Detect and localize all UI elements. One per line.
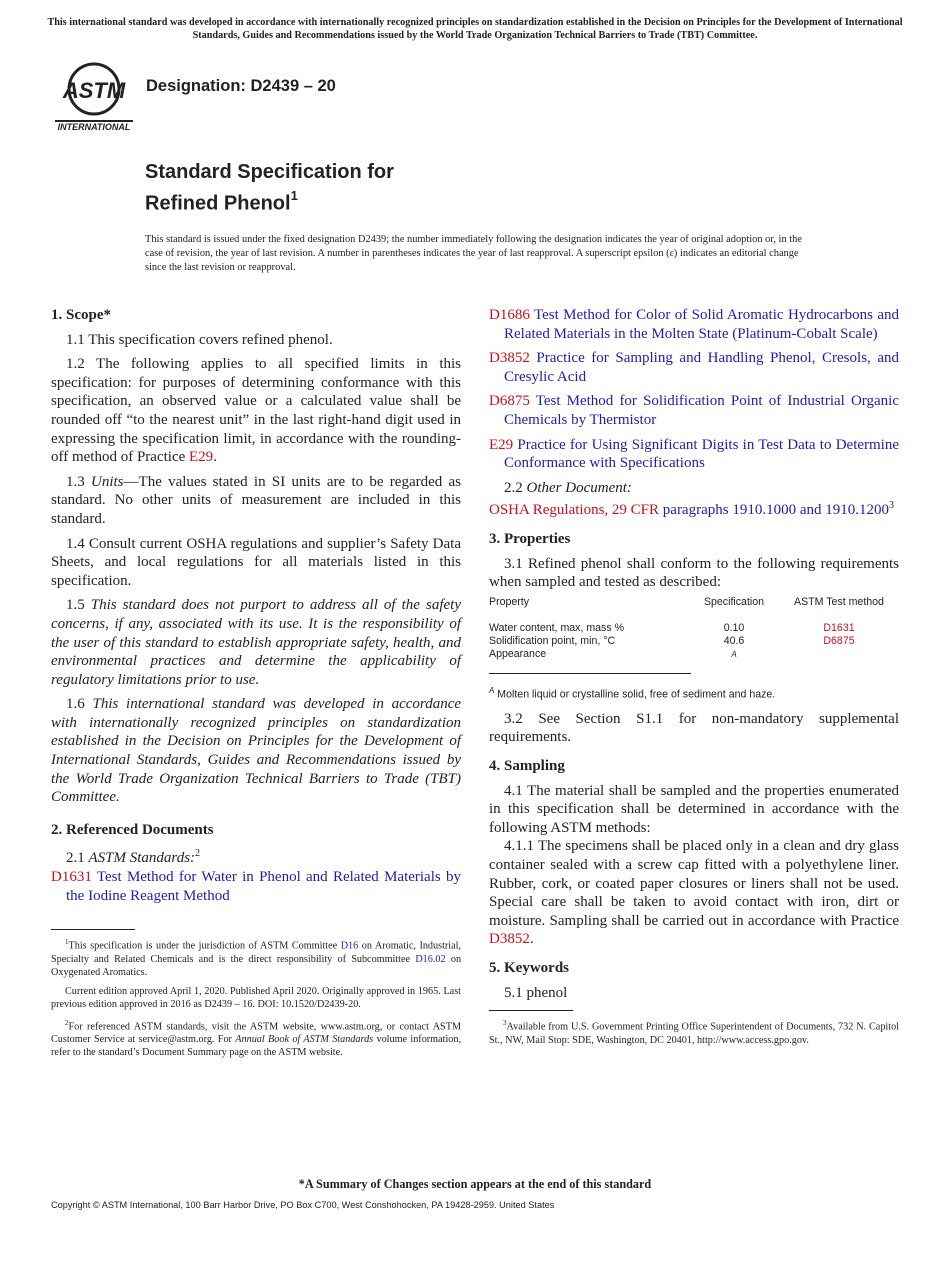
- para-3-1: 3.1 Refined phenol shall conform to the following requirements when sampled and tested as described:: [489, 555, 899, 591]
- logo-letters: ASTM: [62, 78, 126, 103]
- footnote-divider: [489, 1010, 573, 1011]
- footnote-3: $^3$Available from U.S. Government Printing Office Superintendent of Documents, 732 N. Capitol St., NW, Mail Stop: SDE, Washington, DC 20401, http://www.access.gpo.gov.: [489, 1019, 899, 1046]
- table-cell: Water content, max, mass %: [489, 621, 625, 634]
- issued-note: This standard is issued under the fixed designation D2439; the number immediately following the designation indicates the year of original adoption or, in the case of revision, the year of last revision. A number in parentheses indicates the year of last reapproval. A superscript epsilon (ε) indicates an editorial change since the last revision or reapproval.: [145, 234, 802, 273]
- logo-subtitle: INTERNATIONAL: [57, 122, 131, 132]
- ref-item[interactable]: D3852 Practice for Sampling and Handling Phenol, Cresols, and Cresylic Acid: [489, 350, 900, 385]
- para-1-3: 1.3 Units—The values stated in SI units are to be regarded as standard. No other units of measurement are included in this standard.: [51, 473, 462, 527]
- para-3-2: 3.2 See Section S1.1 for non-mandatory supplemental requirements.: [489, 710, 899, 746]
- table-row: [489, 622, 899, 635]
- designation: Designation: D2439 – 20: [146, 77, 336, 95]
- ref-item[interactable]: D1631 Test Method for Water in Phenol and Related Materials by the Iodine Reagent Method: [51, 869, 462, 904]
- table-header: Specification: [703, 595, 765, 608]
- table-cell-link[interactable]: D6875: [823, 634, 855, 647]
- para-4-1-1: 4.1.1 The specimens shall be placed only in a clean and dry glass container sealed with a screw cap fitted with a polyethylene liner. Rubber, cork, or coated paper closures or liners shall not be used. Special care shall be taken to avoid contact with iron, dirt or moisture. Sampling shall be carried out in accordance with Practice D3852.: [489, 838, 899, 948]
- summary-of-changes-note: *A Summary of Changes section appears at the end of this standard: [298, 1177, 652, 1191]
- left-column: [51, 306, 461, 1065]
- table-cell: A: [731, 649, 737, 659]
- astm-logo: [53, 58, 135, 133]
- table-row: [489, 635, 899, 648]
- table-cell: [779, 648, 899, 661]
- footnote-1: $^1$This specification is under the jurisdiction of ASTM Committee D16 on Aromatic, Industrial, Specialty and Related Chemicals and is the direct responsibility of Subcommittee D16.02 on Oxygenated Aromatics.: [51, 938, 462, 978]
- title-line-2: Refined Phenol$^1$: [145, 188, 298, 215]
- footnote-2: $^2$For referenced ASTM standards, visit the ASTM website, www.astm.org, or contact ASTM Customer Service at service@astm.org. For Annual Book of ASTM Standards volume information, refer to the standard’s Document Summary page on the ASTM website.: [51, 1018, 462, 1058]
- para-1-6: 1.6 This international standard was developed in accordance with internationally recognized principles on standardization established in the Decision on Principles for the Development of International Standards, Guides and Recommendations issued by the World Trade Organization Technical Barriers to Trade (TBT) Committee.: [51, 696, 462, 806]
- link-d16[interactable]: D16: [340, 940, 359, 952]
- para-5-1: 5.1 phenol: [504, 984, 568, 1001]
- title-line-1: Standard Specification for: [145, 161, 394, 183]
- section-refdocs-heading: 2. Referenced Documents: [51, 821, 214, 838]
- table-cell: Appearance: [489, 647, 547, 660]
- ref-item[interactable]: D6875 Test Method for Solidification Point of Industrial Organic Chemicals by Thermistor: [489, 393, 899, 428]
- para-2-2: 2.2 Other Document:: [504, 479, 632, 496]
- footnote-1-edition: Current edition approved April 1, 2020. Published April 2020. Originally approved in 1965. Last previous edition approved in 2016 as D2439 – 16. DOI: 10.1520/D2439-20.: [51, 985, 461, 1010]
- para-1-2: 1.2 The following applies to all specified limits in this specification: for purposes of determining conformance with this specification, an observed value or a calculated value shall be rounded off “to the nearest unit” in the last right-hand digit used in expressing the specification limit, in accordance with the rounding-off method of Practice E29.: [51, 356, 461, 466]
- table-header: ASTM Test method: [794, 595, 884, 608]
- footnote-divider: [51, 929, 135, 930]
- top-notice: This international standard was developed in accordance with internationally recognized principles on standardization established in the Decision on Principles for the Development of International Standards, Guides and Recommendations issued by the World Trade Organization Technical Barriers to Trade (TBT) Committee.: [47, 17, 903, 41]
- ref-item[interactable]: D1686 Test Method for Color of Solid Aromatic Hydrocarbons and Related Materials in the Molten State (Platinum-Cobalt Scale): [489, 307, 899, 342]
- table-cell-link[interactable]: D1631: [823, 621, 855, 634]
- copyright: Copyright © ASTM International, 100 Barr Harbor Drive, PO Box C700, West Conshohocken, PA 19428-2959. United States: [51, 1200, 555, 1210]
- table-cell: 40.6: [723, 634, 745, 647]
- para-2-1: 2.1 ASTM Standards:$^2$: [66, 848, 201, 867]
- table-note-divider: [489, 673, 691, 674]
- ref-item-osha[interactable]: OSHA Regulations, 29 CFR paragraphs 1910.1000 and 1910.1200$^3$: [489, 500, 894, 519]
- table-header: Property: [489, 595, 530, 608]
- section-scope-heading: 1. Scope*: [51, 307, 111, 323]
- para-1-1: 1.1 This specification covers refined phenol.: [66, 331, 333, 348]
- section-properties-heading: 3. Properties: [489, 530, 571, 547]
- table-cell: 0.10: [723, 621, 745, 634]
- table-note: $^A$ Molten liquid or crystalline solid, free of sediment and haze.: [489, 685, 776, 701]
- para-4-1: 4.1 The material shall be sampled and the properties enumerated in this specification shall be determined in accordance with the following ASTM methods:: [489, 782, 899, 836]
- section-sampling-heading: 4. Sampling: [489, 758, 565, 775]
- ref-item[interactable]: E29 Practice for Using Significant Digits in Test Data to Determine Conformance with Specifications: [489, 436, 900, 472]
- table-header-row: [489, 596, 899, 622]
- title-footnote-mark[interactable]: 1: [290, 188, 298, 203]
- right-column: [489, 306, 899, 1053]
- properties-table: [489, 596, 899, 661]
- link-e29[interactable]: E29: [189, 449, 214, 466]
- document-title: [145, 160, 394, 217]
- link-d3852[interactable]: D3852: [489, 931, 530, 948]
- section-keywords-heading: 5. Keywords: [489, 959, 569, 976]
- link-d16-02[interactable]: D16.02: [415, 953, 446, 965]
- para-1-4: 1.4 Consult current OSHA regulations and supplier’s Safety Data Sheets, and local regulations for all materials listed in this specification.: [51, 535, 461, 589]
- table-row: [489, 648, 899, 661]
- table-cell: Solidification point, min, °C: [489, 634, 616, 647]
- para-1-5: 1.5 This standard does not purport to address all of the safety concerns, if any, associated with its use. It is the responsibility of the user of this standard to establish appropriate safety, health, and environmental practices and determine the applicability of regulatory limitations prior to use.: [51, 597, 461, 688]
